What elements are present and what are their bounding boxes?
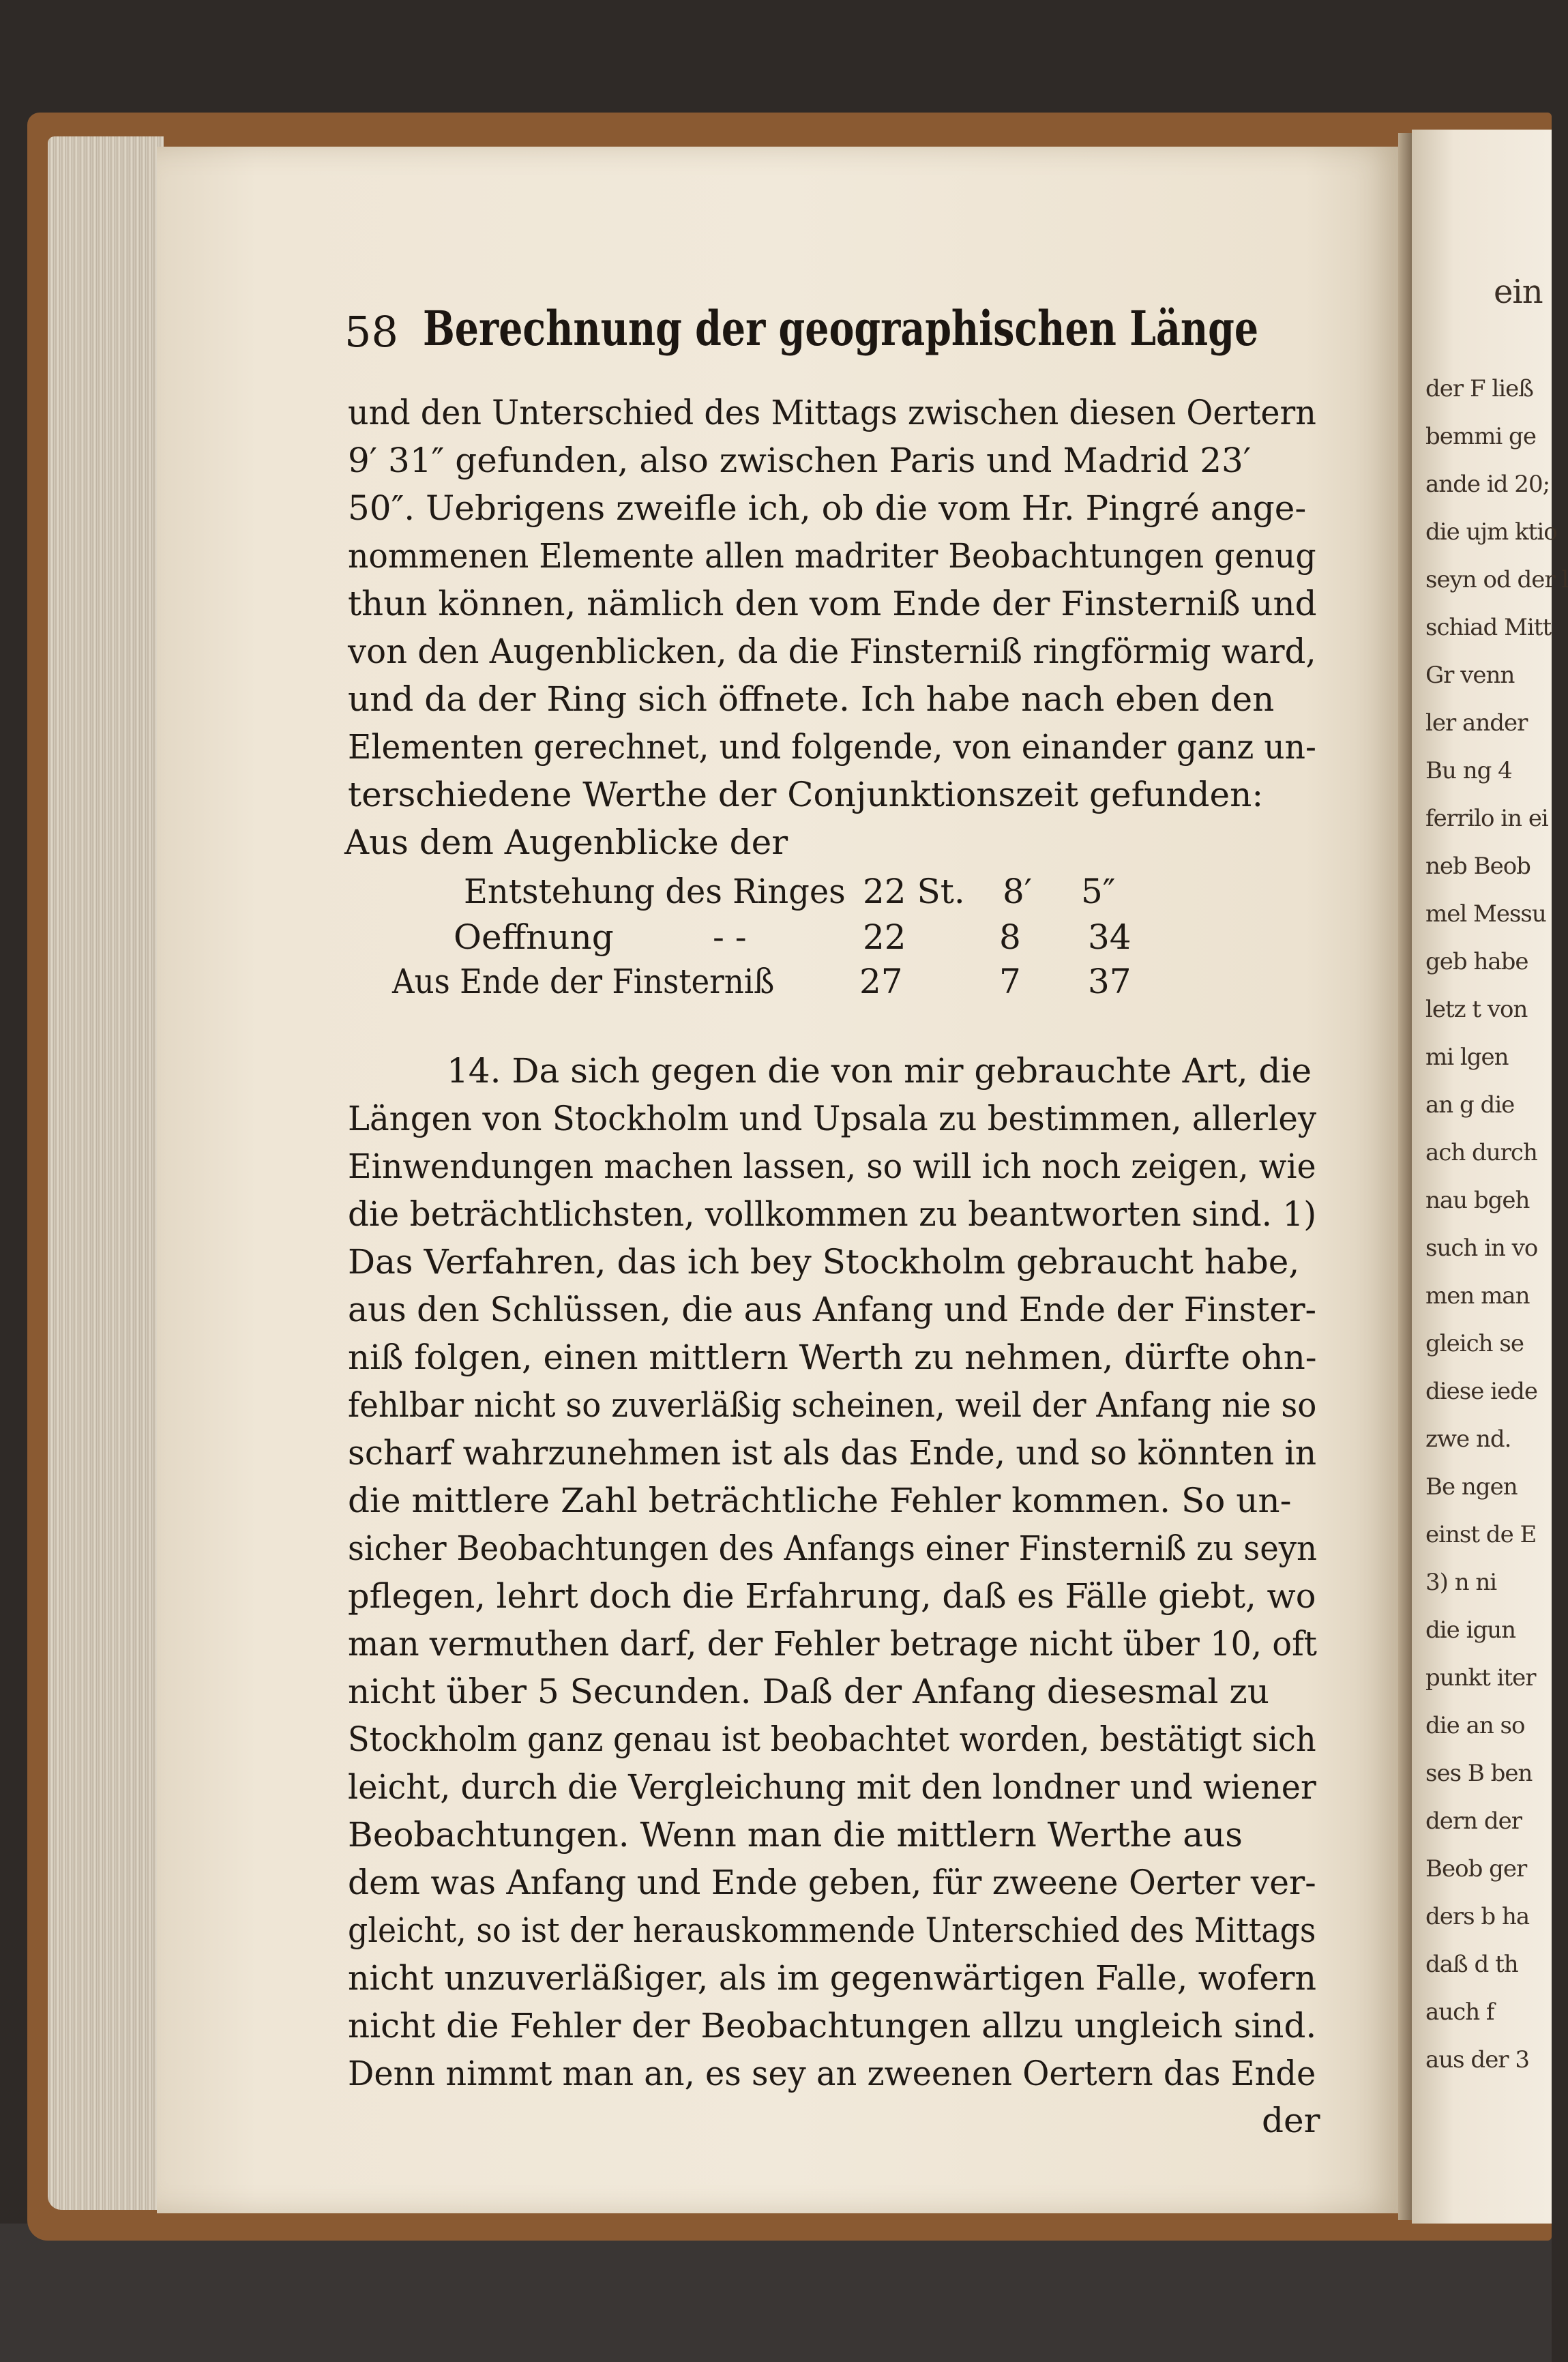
text-line: sicher Beobachtungen des Anfangs einer Finsterniß zu seyn	[348, 1529, 1318, 1568]
next-page-line: aus der 3	[1425, 2046, 1530, 2073]
next-page-line: daß d th	[1425, 1951, 1518, 1978]
text-line: niß folgen, einen mittlern Werth zu nehmen, dürfte ohn-	[348, 1338, 1317, 1377]
catchword: der	[1262, 2101, 1320, 2140]
text-line: fehlbar nicht so zuverläßig scheinen, weil der Anfang nie so	[348, 1385, 1317, 1425]
next-page-line: seyn od der l	[1425, 566, 1568, 593]
text-line: die beträchtlichsten, vollkommen zu beantworten sind. 1)	[348, 1194, 1317, 1234]
page-number: 58	[344, 307, 398, 357]
text-line: Einwendungen machen lassen, so will ich noch zeigen, wie	[348, 1147, 1316, 1186]
table-hours: 22 St.	[863, 872, 965, 911]
table-ditto-dashes: - -	[713, 917, 747, 957]
next-page-line: ein	[1494, 273, 1543, 311]
next-page-line: der F ließ	[1425, 375, 1533, 402]
text-line: gleicht, so ist der herauskommende Unterschied des Mittags	[348, 1910, 1316, 1950]
text-line: pflegen, lehrt doch die Erfahrung, daß es Fälle giebt, wo	[348, 1576, 1316, 1616]
text-line: scharf wahrzunehmen ist als das Ende, und so könnten in	[348, 1433, 1317, 1473]
next-page-line: die an so	[1425, 1712, 1525, 1739]
next-page-line: Gr venn	[1425, 662, 1515, 689]
text-line: Das Verfahren, das ich bey Stockholm gebraucht habe,	[348, 1242, 1300, 1282]
next-page-line: Bu ng 4	[1425, 757, 1512, 784]
next-page-fragment	[1412, 130, 1568, 2224]
next-page-line: einst de E	[1425, 1521, 1537, 1548]
next-page-line: ler ander	[1425, 709, 1528, 737]
text-line: und den Unterschied des Mittags zwischen diesen Oertern	[348, 393, 1316, 432]
next-page-line: schiad Mitt	[1425, 614, 1552, 641]
text-line: 14. Da sich gegen die von mir gebrauchte Art, die	[447, 1051, 1312, 1091]
text-line: thun können, nämlich den vom Ende der Finsterniß und	[348, 584, 1317, 623]
text-line: nicht über 5 Secunden. Daß der Anfang diesesmal zu	[348, 1672, 1269, 1711]
text-line: Elementen gerechnet, und folgende, von einander ganz un-	[348, 727, 1316, 767]
text-line: Stockholm ganz genau ist beobachtet worden, bestätigt sich	[348, 1719, 1316, 1759]
next-page-line: ferrilo in ei	[1425, 805, 1548, 832]
next-page-line: Beob ger	[1425, 1855, 1527, 1883]
next-page-line: such in vo	[1425, 1235, 1538, 1262]
next-page-line: an g die	[1425, 1091, 1515, 1119]
text-line: und da der Ring sich öffnete. Ich habe nach eben den	[348, 679, 1275, 719]
text-line: von den Augenblicken, da die Finsterniß ringförmig ward,	[348, 632, 1316, 671]
table-hours: 27	[859, 962, 903, 1001]
next-page-line: nau bgeh	[1425, 1187, 1530, 1214]
next-page-line: ach durch	[1425, 1139, 1537, 1166]
page-header	[344, 293, 1258, 368]
text-line: nommenen Elemente allen madriter Beobachtungen genug	[348, 536, 1316, 576]
text-line: leicht, durch die Vergleichung mit den londner und wiener	[348, 1767, 1316, 1807]
next-page-line: 3) n ni	[1425, 1569, 1497, 1596]
running-title: Berechnung der geographischen Länge	[423, 300, 1259, 357]
table-label: Aus Ende der Finsterniß	[392, 962, 775, 1001]
next-page-line: die igun	[1425, 1617, 1516, 1644]
page-edges	[48, 136, 164, 2210]
next-page-line: geb habe	[1425, 948, 1528, 975]
next-page-line: gleich se	[1425, 1330, 1524, 1357]
text-line: Längen von Stockholm und Upsala zu bestimmen, allerley	[348, 1099, 1317, 1138]
table-hours: 22	[863, 917, 906, 957]
text-line: Beobachtungen. Wenn man die mittlern Werthe aus	[348, 1815, 1243, 1855]
next-page-line: bemmi ge	[1425, 423, 1536, 450]
next-page-line: mel Messu	[1425, 900, 1546, 928]
next-page-line: neb Beob	[1425, 853, 1530, 880]
table-minutes: 8′	[1003, 872, 1033, 911]
table-seconds: 37	[1088, 962, 1131, 1001]
table-label: Entstehung des Ringes	[464, 872, 846, 911]
next-page-line: auch f	[1425, 1998, 1494, 2026]
text-line: 50″. Uebrigens zweifle ich, ob die vom Hr. Pingré ange-	[348, 488, 1307, 528]
table-seconds: 5″	[1081, 872, 1116, 911]
text-line: man vermuthen darf, der Fehler betrage nicht über 10, oft	[348, 1624, 1317, 1664]
text-line: nicht die Fehler der Beobachtungen allzu ungleich sind.	[348, 2006, 1317, 2046]
text-line: nicht unzuverläßiger, als im gegenwärtigen Falle, wofern	[348, 1958, 1317, 1998]
next-page-line: diese iede	[1425, 1378, 1538, 1405]
table-intro: Aus dem Augenblicke der	[344, 823, 788, 862]
table-minutes: 7	[999, 962, 1021, 1001]
text-line: Denn nimmt man an, es sey an zweenen Oertern das Ende	[348, 2054, 1316, 2093]
next-page-line: dern der	[1425, 1807, 1522, 1835]
text-line: aus den Schlüssen, die aus Anfang und Ende der Finster-	[348, 1290, 1317, 1329]
backdrop	[0, 2224, 1552, 2362]
table-minutes: 8	[999, 917, 1021, 957]
next-page-line: ande id 20;	[1425, 471, 1550, 498]
next-page-line: ses B ben	[1425, 1760, 1533, 1787]
next-page-line: zwe nd.	[1425, 1426, 1511, 1453]
next-page-line: ders b ha	[1425, 1903, 1530, 1930]
table-label: Oeffnung	[454, 917, 614, 957]
next-page-line: Be ngen	[1425, 1473, 1518, 1501]
next-page-line: men man	[1425, 1282, 1530, 1310]
text-line: dem was Anfang und Ende geben, für zweene Oerter ver-	[348, 1863, 1316, 1902]
text-line: 9′ 31″ gefunden, also zwischen Paris und Madrid 23′	[348, 441, 1252, 480]
next-page-line: letz t von	[1425, 996, 1528, 1023]
table-seconds: 34	[1088, 917, 1131, 957]
next-page-line: punkt iter	[1425, 1664, 1536, 1692]
next-page-line: mi lgen	[1425, 1044, 1509, 1071]
next-page-line: die ujm ktio	[1425, 518, 1557, 546]
text-line: die mittlere Zahl beträchtliche Fehler kommen. So un-	[348, 1481, 1292, 1520]
text-line: terschiedene Werthe der Conjunktionszeit gefunden:	[348, 775, 1264, 814]
